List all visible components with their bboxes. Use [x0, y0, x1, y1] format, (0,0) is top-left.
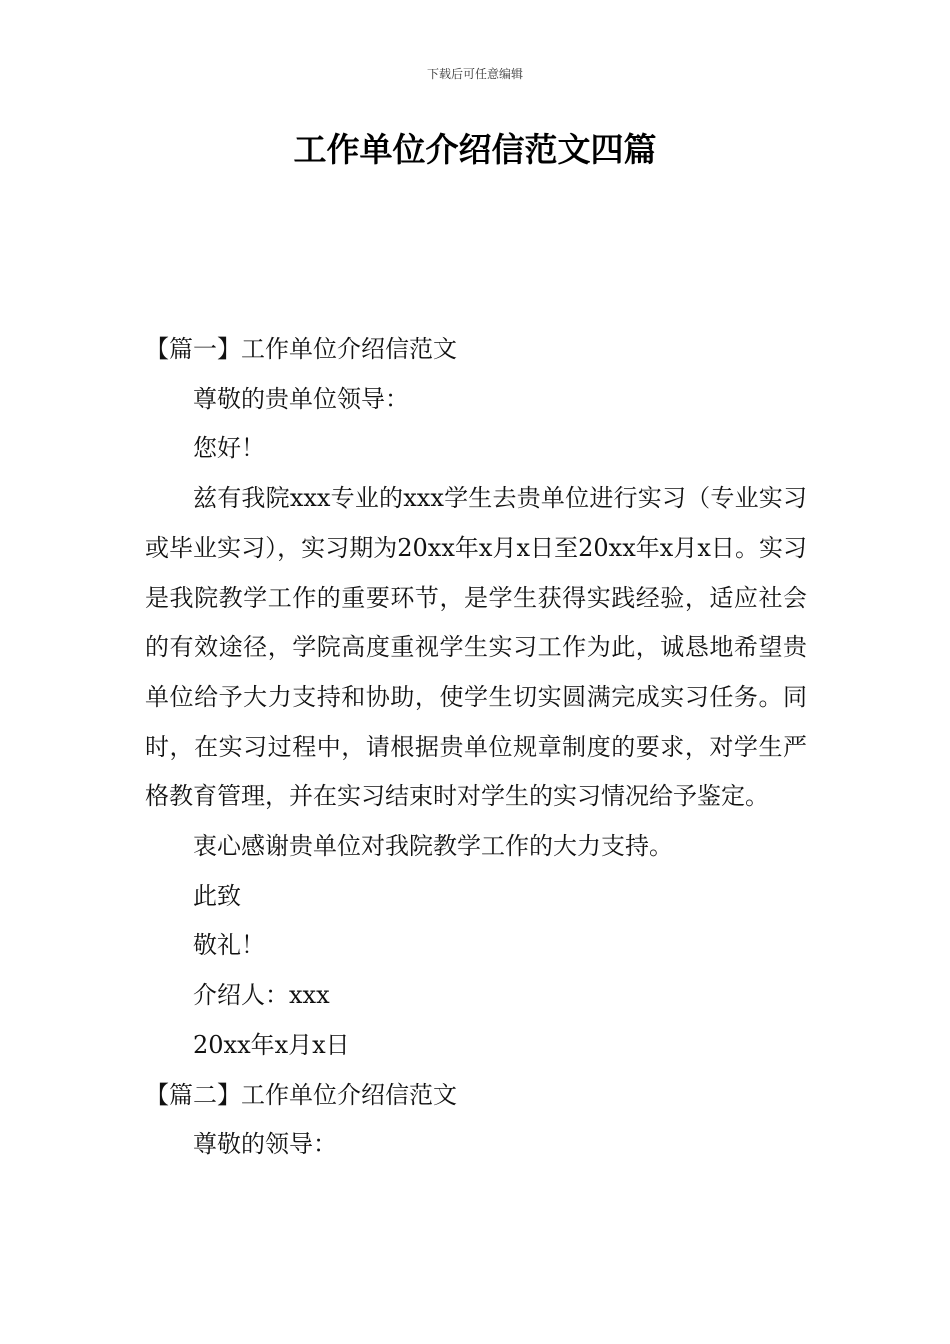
letter-body-1: 兹有我院xxx专业的xxx学生去贵单位进行实习（专业实习或毕业实习），实习期为20xx年x月x日至20xx年x月x日。实习是我院教学工作的重要环节，是学生获得实践经验，适应社会的有效途径，学院高度重视学生实习工作为此，诚恳地希望贵单位给予大力支持和协助，使学生切实圆满完成实习任务。同时，在实习过程中，请根据贵单位规章制度的要求，对学生严格教育管理，并在实习结束时对学生的实习情况给予鉴定。 — [145, 484, 807, 811]
document-title: 工作单位介绍信范文四篇 — [293, 130, 657, 169]
closing-line-2: 敬礼！ — [193, 931, 265, 960]
closing-line-1: 此致 — [193, 881, 241, 910]
salutation-1: 尊敬的贵单位领导： — [193, 384, 409, 413]
header-note: 下载后可任意编辑 — [426, 67, 523, 81]
salutation-2: 尊敬的领导： — [193, 1130, 337, 1159]
section-heading-2: 【篇二】工作单位介绍信范文 — [145, 1080, 457, 1109]
document-body — [145, 325, 807, 1170]
date-line: 20xx年x月x日 — [193, 1030, 350, 1059]
introducer-line: 介绍人：xxx — [193, 981, 330, 1010]
section-heading-1: 【篇一】工作单位介绍信范文 — [145, 335, 457, 363]
greeting-1: 您好！ — [193, 434, 265, 463]
thanks-line-1: 衷心感谢贵单位对我院教学工作的大力支持。 — [193, 832, 673, 861]
